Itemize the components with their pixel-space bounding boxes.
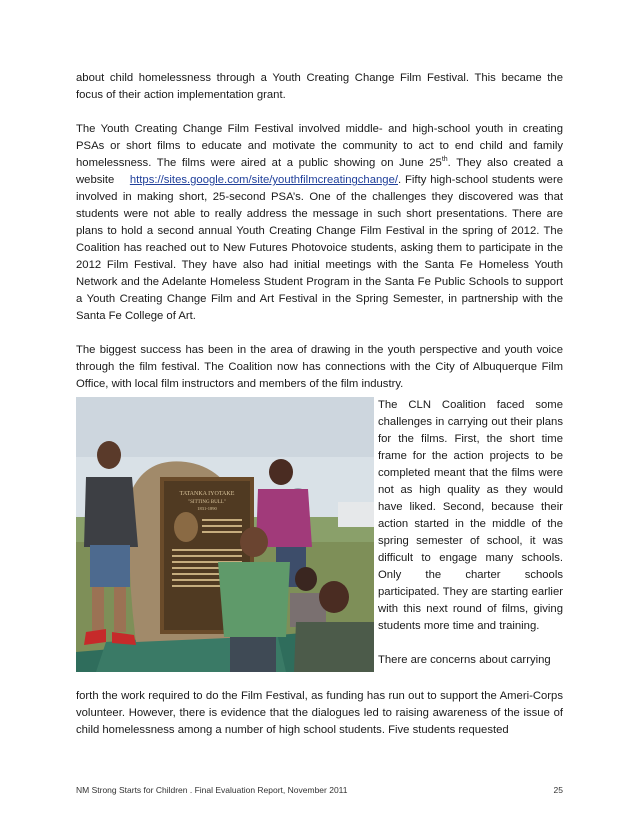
page-number: 25 xyxy=(553,785,563,795)
paragraph-1: about child homelessness through a Youth Creating Change Film Festival. This became the focus of their action implementation grant. xyxy=(76,72,563,101)
paragraph-3: The biggest success has been in the area of drawing in the youth perspective and youth voice through the film festival. The Coalition now has connections with the City of Albuquerque Film Office, with local film instructors and members of the film industry. xyxy=(76,344,563,390)
paragraph-2 xyxy=(76,121,563,325)
plaque-subtitle: "SITTING BULL" xyxy=(188,500,226,505)
plaque-years: 1831-1890 xyxy=(197,506,217,511)
page-footer xyxy=(76,785,563,795)
paragraph-2-text-c: . Fifty high-school students were involved in making short, 25-second PSA’s. One of the challenges they discovered was that students were not able to really address the message in such short presentations. There are plans to hold a second annual Youth Creating Change Film Festival in the spring of 2012. The Coalition has reached out to New Futures Photovoice students, asking them to participate in the 2012 Film Festival. They have also had initial meetings with the Santa Fe Homeless Youth Network and the Adelante Homeless Student Program in the Santa Fe Public Schools to support a Youth Creating Change Film and Art Festival in the Spring Semester, in partnership with the Santa Fe College of Art. xyxy=(76,174,563,322)
students-plaque-photo xyxy=(76,397,374,672)
paragraph-4: The CLN Coalition faced some challenges in carrying out their plans for the films. First, the short time frame for the action projects to be completed meant that the films were not as high quality as they would have liked. Second, because their action started in the middle of the spring semester of school, it was difficult to engage many schools. Only the charter schools participated. They are starting earlier with this next round of films, giving students more time and training. xyxy=(378,399,563,632)
plaque-title: TATANKA IYOTAKE xyxy=(179,491,235,497)
website-link[interactable]: https://sites.google.com/site/youthfilmcreatingchange/ xyxy=(129,174,398,186)
paragraph-2-text-a: The Youth Creating Change Film Festival involved middle- and high-school youth in creating PSAs or short films to educate and motivate the community to act to end child and family homelessness. The films were aired at a public showing on June 25 xyxy=(76,123,563,169)
paragraph-5-start: There are concerns about carrying xyxy=(378,654,551,666)
footer-report-title: NM Strong Starts for Children . Final Evaluation Report, November 2011 xyxy=(76,785,348,795)
page-body xyxy=(76,70,563,739)
side-column xyxy=(378,397,563,669)
paragraph-5-continued: forth the work required to do the Film Festival, as funding has run out to support the Ameri-Corps volunteer. However, there is evidence that the dialogues led to raising awareness of the issue of child homelessness among a number of high school students. Five students requested xyxy=(76,690,563,736)
photo-section xyxy=(76,397,563,705)
paragraph-2-text-b: . They also created a website xyxy=(76,157,563,186)
superscript-th: th xyxy=(441,156,448,164)
